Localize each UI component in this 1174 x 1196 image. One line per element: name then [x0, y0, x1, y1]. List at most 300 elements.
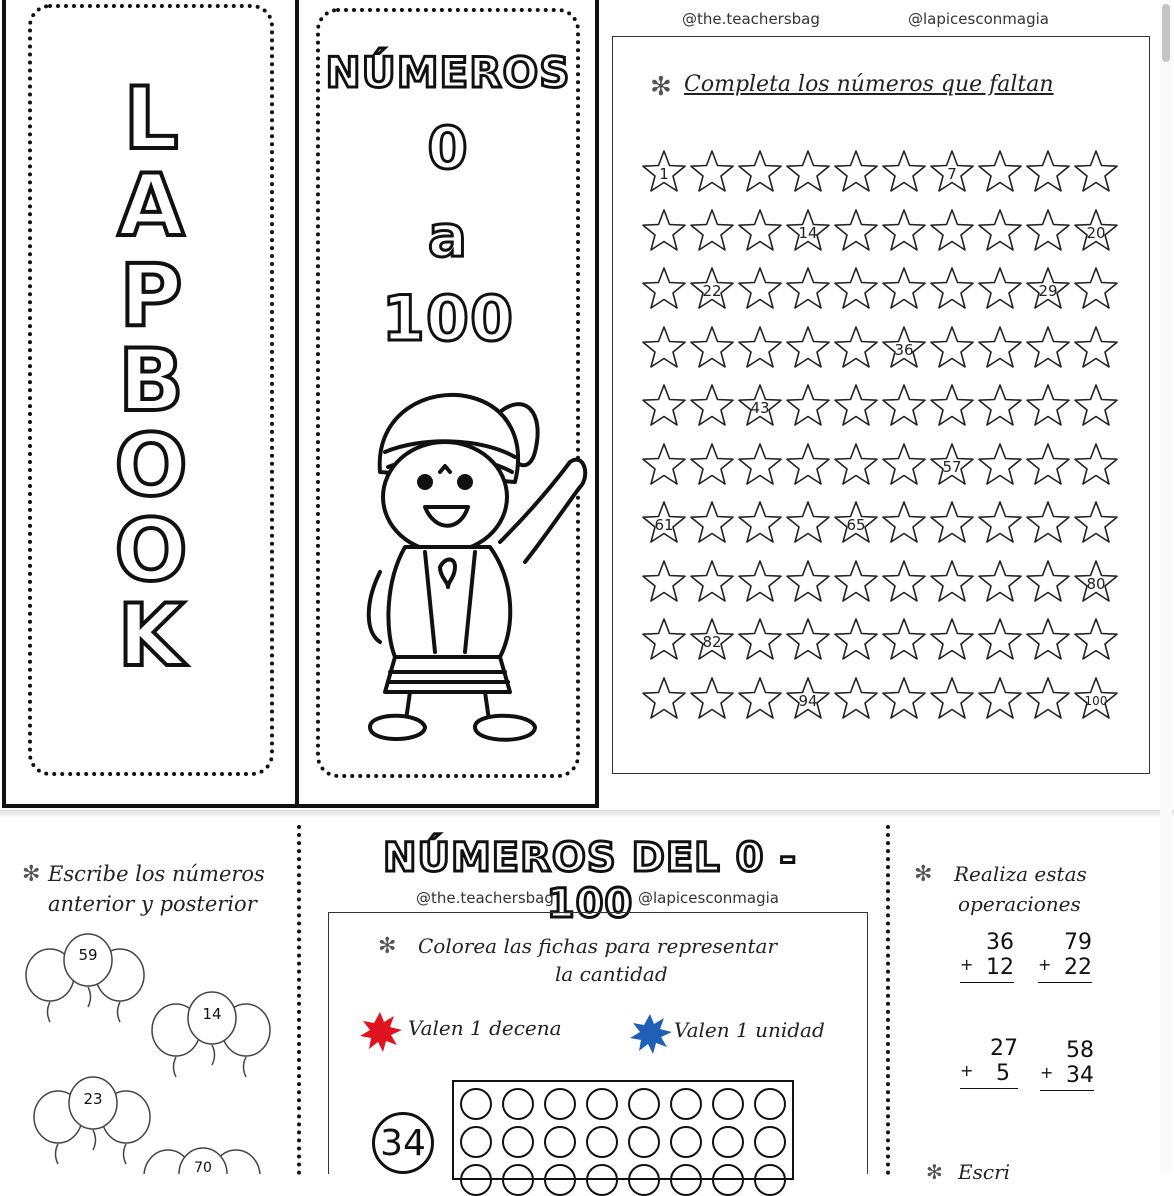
star-number [640, 558, 688, 606]
star-cell[interactable] [832, 675, 880, 723]
star-number [640, 265, 688, 313]
star-number [1024, 207, 1072, 255]
star-cell[interactable] [976, 499, 1024, 547]
star-cell[interactable] [736, 441, 784, 489]
star-number [784, 616, 832, 664]
star-cell[interactable] [688, 616, 736, 664]
star-number: 100 [1084, 693, 1108, 708]
star-number [640, 324, 688, 372]
star-cell[interactable] [784, 616, 832, 664]
operation-1 [960, 930, 1014, 983]
lapbook-strip [28, 4, 274, 776]
star-number [688, 324, 736, 372]
star-cell[interactable] [688, 499, 736, 547]
chip-circle[interactable] [670, 1164, 702, 1196]
star-number [688, 382, 736, 430]
operations-instruction-1: Realiza estas [954, 862, 1087, 886]
stars-row [640, 558, 1120, 608]
chip-circle[interactable] [712, 1126, 744, 1158]
chip-circle[interactable] [628, 1126, 660, 1158]
operation-2 [1038, 930, 1092, 983]
plus-sign: + [1038, 955, 1052, 974]
chip-circle[interactable] [670, 1126, 702, 1158]
star-cell[interactable] [832, 558, 880, 606]
star-number: 20 [1086, 223, 1106, 242]
star-cell[interactable] [1072, 558, 1120, 606]
star-number [1072, 265, 1120, 313]
operation-top: 36 [986, 930, 1014, 955]
star-number [1024, 148, 1072, 196]
star-cell[interactable] [784, 148, 832, 196]
chip-circle[interactable] [544, 1088, 576, 1120]
operation-4 [1040, 1038, 1094, 1091]
star-cell[interactable] [880, 382, 928, 430]
chip-circle[interactable] [502, 1126, 534, 1158]
chip-circle[interactable] [754, 1164, 786, 1196]
star-number [832, 441, 880, 489]
operation-3 [960, 1036, 1018, 1089]
star-cell[interactable] [640, 148, 688, 196]
star-number [736, 558, 784, 606]
star-number [976, 616, 1024, 664]
star-number: 61 [654, 516, 674, 534]
star-number [1024, 324, 1072, 372]
star-number [784, 324, 832, 372]
star-cell[interactable] [832, 441, 880, 489]
star-number [832, 148, 880, 196]
star-cell[interactable] [736, 324, 784, 372]
star-number: 43 [750, 399, 770, 417]
star-cell[interactable] [736, 616, 784, 664]
chip-circle[interactable] [502, 1164, 534, 1196]
number-circle [372, 1112, 434, 1174]
handle-lapicesconmagia-bottom: @lapicesconmagia [638, 889, 779, 907]
star-cell[interactable] [1072, 616, 1120, 664]
star-number [1072, 148, 1120, 196]
asterisk-flower-icon: ✻ [926, 1160, 943, 1184]
star-number [976, 675, 1024, 723]
star-number [880, 207, 928, 255]
star-number [784, 558, 832, 606]
balloon-number: 23 [83, 1090, 103, 1108]
lapbook-letter: K [117, 586, 185, 686]
scrollbar-thumb[interactable] [1162, 4, 1170, 62]
star-cell[interactable] [1024, 148, 1072, 196]
chip-circle[interactable] [460, 1088, 492, 1120]
star-cell[interactable] [1024, 616, 1072, 664]
star-number [928, 382, 976, 430]
balloon-group-1 [20, 930, 150, 1030]
star-number [880, 558, 928, 606]
stars-row [640, 441, 1120, 491]
star-cell[interactable] [928, 148, 976, 196]
star-number [784, 499, 832, 547]
chip-circle[interactable] [586, 1088, 618, 1120]
operations-instruction-2: operaciones [958, 892, 1081, 916]
star-number [976, 441, 1024, 489]
star-number [736, 441, 784, 489]
star-cell[interactable] [640, 558, 688, 606]
star-cell[interactable] [880, 207, 928, 255]
star-number [832, 324, 880, 372]
star-cell[interactable] [832, 265, 880, 313]
star-cell[interactable] [736, 558, 784, 606]
star-cell[interactable] [640, 675, 688, 723]
chip-circle[interactable] [460, 1164, 492, 1196]
star-cell[interactable] [640, 616, 688, 664]
star-number [784, 265, 832, 313]
lapbook-letter: O [114, 416, 188, 516]
star-cell[interactable] [784, 441, 832, 489]
asterisk-flower-icon: ✻ [378, 934, 397, 959]
star-cell[interactable] [1024, 558, 1072, 606]
star-number [1024, 558, 1072, 606]
star-cell[interactable] [1024, 382, 1072, 430]
star-cell[interactable] [1072, 675, 1120, 723]
star-number [928, 207, 976, 255]
bottom-left-instruction-2: anterior y posterior [48, 892, 257, 916]
star-number [832, 558, 880, 606]
star-number [784, 441, 832, 489]
star-number [832, 616, 880, 664]
star-cell[interactable] [928, 675, 976, 723]
star-number [880, 616, 928, 664]
star-cell[interactable] [688, 207, 736, 255]
star-number [880, 675, 928, 723]
stars-instruction: Completa los números que faltan [684, 72, 1054, 97]
coloring-instruction-2: la cantidad [555, 962, 668, 986]
star-number [880, 148, 928, 196]
stars-row [640, 675, 1120, 725]
star-number [832, 675, 880, 723]
star-cell[interactable] [784, 207, 832, 255]
lapbook-letter: P [119, 246, 183, 346]
star-cell[interactable] [1072, 148, 1120, 196]
balloon-number: 70 [194, 1160, 212, 1176]
star-number [736, 675, 784, 723]
star-cell[interactable] [1072, 324, 1120, 372]
title-strip-a: a [427, 202, 469, 270]
star-cell[interactable] [928, 441, 976, 489]
legend-red-label: Valen 1 decena [408, 1016, 562, 1040]
chip-circle[interactable] [670, 1088, 702, 1120]
star-number [736, 616, 784, 664]
star-cell[interactable] [640, 441, 688, 489]
operation-bottom: 5 [996, 1061, 1010, 1086]
star-number: 22 [702, 282, 722, 300]
star-cell[interactable] [688, 382, 736, 430]
star-number [784, 382, 832, 430]
star-cell[interactable] [688, 265, 736, 313]
star-cell[interactable] [928, 616, 976, 664]
number-value: 34 [380, 1123, 426, 1164]
star-number [976, 207, 1024, 255]
star-number [640, 675, 688, 723]
star-cell[interactable] [1024, 324, 1072, 372]
star-cell[interactable] [784, 265, 832, 313]
lapbook-letter: A [117, 156, 185, 256]
asterisk-flower-icon: ✻ [650, 72, 672, 102]
star-number [928, 265, 976, 313]
star-number [1072, 382, 1120, 430]
asterisk-flower-icon: ✻ [22, 862, 41, 887]
star-cell[interactable] [832, 207, 880, 255]
chip-circle[interactable] [754, 1126, 786, 1158]
operation-bottom: 34 [1066, 1063, 1094, 1088]
star-number [880, 499, 928, 547]
star-number [976, 382, 1024, 430]
star-cell[interactable] [1072, 382, 1120, 430]
star-number: 7 [947, 165, 957, 183]
star-cell[interactable] [976, 441, 1024, 489]
star-number [688, 675, 736, 723]
star-number: 94 [798, 691, 818, 710]
chip-circle[interactable] [544, 1126, 576, 1158]
operation-bottom: 22 [1064, 955, 1092, 980]
operation-top: 27 [990, 1036, 1018, 1061]
star-number [1024, 616, 1072, 664]
star-cell[interactable] [736, 499, 784, 547]
star-cell[interactable] [928, 324, 976, 372]
star-cell[interactable] [928, 558, 976, 606]
star-number: 82 [702, 633, 722, 651]
bottom-center-title: NÚMEROS DEL 0 - 100 [383, 835, 797, 927]
star-cell[interactable] [976, 616, 1024, 664]
bottom-divider-left [297, 825, 301, 1175]
star-cell[interactable] [928, 382, 976, 430]
star-number [976, 324, 1024, 372]
star-cell[interactable] [880, 265, 928, 313]
chip-grid [452, 1080, 794, 1180]
star-number [976, 265, 1024, 313]
star-number [1024, 675, 1072, 723]
star-number [832, 207, 880, 255]
star-cell[interactable] [928, 207, 976, 255]
star-cell[interactable] [832, 324, 880, 372]
star-number [736, 207, 784, 255]
star-number [1072, 499, 1120, 547]
coloring-instruction-1: Colorea las fichas para representar [418, 934, 778, 958]
star-number: 1 [659, 165, 669, 183]
star-cell[interactable] [976, 324, 1024, 372]
star-number [640, 616, 688, 664]
title-strip-hundred: 100 [381, 282, 515, 355]
star-cell[interactable] [688, 148, 736, 196]
chip-circle[interactable] [712, 1088, 744, 1120]
title-strip-zero: 0 [427, 114, 469, 182]
chip-circle[interactable] [502, 1088, 534, 1120]
asterisk-flower-icon: ✻ [914, 862, 933, 887]
star-number [832, 265, 880, 313]
star-number [640, 441, 688, 489]
star-cell[interactable] [832, 148, 880, 196]
star-number [688, 207, 736, 255]
plus-sign: + [1040, 1063, 1054, 1082]
chip-circle[interactable] [754, 1088, 786, 1120]
star-number: 57 [942, 457, 962, 476]
star-number [928, 558, 976, 606]
balloon-number: 59 [78, 946, 98, 964]
chip-circle[interactable] [586, 1164, 618, 1196]
legend-blue-label: Valen 1 unidad [674, 1018, 825, 1042]
star-cell[interactable] [976, 148, 1024, 196]
star-number [688, 148, 736, 196]
chip-circle[interactable] [628, 1164, 660, 1196]
star-number: 36 [894, 340, 914, 359]
star-cell[interactable] [640, 499, 688, 547]
star-cell[interactable] [880, 675, 928, 723]
handle-lapicesconmagia: @lapicesconmagia [908, 10, 1049, 28]
star-number [784, 148, 832, 196]
star-cell[interactable] [784, 675, 832, 723]
bottom-sheet-shadow [0, 810, 1174, 818]
star-number [832, 382, 880, 430]
star-number [688, 441, 736, 489]
star-cell[interactable] [880, 148, 928, 196]
star-number: 80 [1086, 574, 1106, 593]
star-cell[interactable] [1024, 441, 1072, 489]
star-number [1024, 382, 1072, 430]
star-number [1072, 616, 1120, 664]
star-number [688, 499, 736, 547]
plus-sign: + [960, 1061, 974, 1080]
star-cell[interactable] [976, 207, 1024, 255]
star-cell[interactable] [1024, 207, 1072, 255]
star-cell[interactable] [784, 558, 832, 606]
star-cell[interactable] [976, 675, 1024, 723]
star-cell[interactable] [1024, 265, 1072, 313]
star-number [880, 382, 928, 430]
star-number [688, 558, 736, 606]
star-cell[interactable] [1072, 441, 1120, 489]
star-number [928, 499, 976, 547]
star-cell[interactable] [832, 616, 880, 664]
star-number [640, 207, 688, 255]
title-strip [316, 8, 580, 778]
stars-row [640, 324, 1120, 374]
star-number: 65 [846, 516, 866, 534]
handle-teachersbag: @the.teachersbag [682, 10, 820, 28]
star-number [1024, 499, 1072, 547]
star-number [736, 324, 784, 372]
star-cell[interactable] [640, 382, 688, 430]
star-number: 14 [798, 223, 818, 242]
lapbook-letter: B [118, 331, 184, 431]
star-number [1072, 441, 1120, 489]
star-number [640, 382, 688, 430]
operation-bottom: 12 [986, 955, 1014, 980]
star-number [736, 148, 784, 196]
chip-circle[interactable] [628, 1088, 660, 1120]
footer-partial-text: Escri [958, 1160, 1011, 1184]
star-cell[interactable] [736, 382, 784, 430]
title-strip-numeros: NÚMEROS [325, 48, 571, 97]
star-number [976, 499, 1024, 547]
star-cell[interactable] [784, 324, 832, 372]
star-cell[interactable] [688, 558, 736, 606]
star-cell[interactable] [736, 207, 784, 255]
operation-top: 58 [1066, 1038, 1094, 1063]
stars-row [640, 499, 1120, 549]
star-cell[interactable] [1072, 207, 1120, 255]
star-cell[interactable] [880, 324, 928, 372]
balloon-number: 14 [202, 1005, 222, 1023]
star-cell[interactable] [976, 265, 1024, 313]
star-number [928, 616, 976, 664]
stars-row [640, 616, 1120, 666]
star-cell[interactable] [928, 265, 976, 313]
star-cell[interactable] [880, 616, 928, 664]
star-cell[interactable] [1024, 499, 1072, 547]
star-cell[interactable] [640, 324, 688, 372]
star-cell[interactable] [640, 265, 688, 313]
lapbook-letter: L [123, 69, 179, 169]
star-cell[interactable] [688, 441, 736, 489]
scrollbar-track[interactable] [1160, 0, 1172, 1174]
chip-circle[interactable] [586, 1126, 618, 1158]
bottom-left-instruction-1: Escribe los números [48, 862, 265, 886]
stars-row [640, 265, 1120, 315]
star-number [880, 265, 928, 313]
star-cell[interactable] [1072, 265, 1120, 313]
plus-sign: + [960, 955, 974, 974]
star-cell[interactable] [976, 558, 1024, 606]
star-cell[interactable] [784, 382, 832, 430]
star-number [928, 675, 976, 723]
star-cell[interactable] [640, 207, 688, 255]
stars-row [640, 207, 1120, 257]
star-number [976, 558, 1024, 606]
star-number [1072, 324, 1120, 372]
star-cell[interactable] [784, 499, 832, 547]
handle-teachersbag-bottom: @the.teachersbag [416, 889, 554, 907]
star-cell[interactable] [1072, 499, 1120, 547]
star-number [736, 499, 784, 547]
star-cell[interactable] [880, 441, 928, 489]
star-cell[interactable] [832, 499, 880, 547]
stars-row [640, 382, 1120, 432]
stars-row [640, 148, 1120, 198]
blue-paint-splash-icon [626, 1010, 674, 1054]
star-number [736, 265, 784, 313]
waving-girl-illustration [340, 382, 590, 752]
star-number [880, 441, 928, 489]
star-cell[interactable] [880, 558, 928, 606]
star-cell[interactable] [688, 675, 736, 723]
star-number [976, 148, 1024, 196]
cover-panel-divider [295, 0, 299, 808]
operation-top: 79 [1064, 930, 1092, 955]
bottom-divider-right [886, 825, 890, 1175]
chip-circle[interactable] [544, 1164, 576, 1196]
star-cell[interactable] [688, 324, 736, 372]
lapbook-letter: O [114, 501, 188, 601]
star-cell[interactable] [736, 265, 784, 313]
star-number: 29 [1038, 282, 1058, 300]
chip-circle[interactable] [712, 1164, 744, 1196]
star-cell[interactable] [832, 382, 880, 430]
star-cell[interactable] [880, 499, 928, 547]
star-number [1024, 441, 1072, 489]
star-cell[interactable] [736, 148, 784, 196]
star-cell[interactable] [976, 382, 1024, 430]
chip-circle[interactable] [460, 1126, 492, 1158]
red-paint-splash-icon [356, 1008, 404, 1052]
star-cell[interactable] [928, 499, 976, 547]
star-cell[interactable] [1024, 675, 1072, 723]
star-number [928, 324, 976, 372]
star-cell[interactable] [736, 675, 784, 723]
